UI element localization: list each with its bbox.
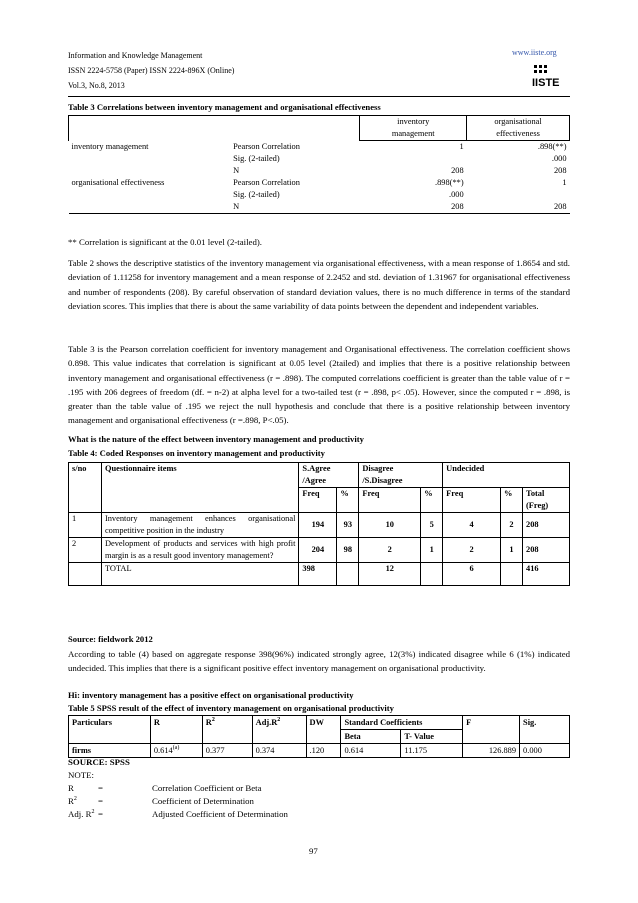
table-row: N 208 208 — [233, 166, 567, 175]
table-row: TOTAL 398 12 6 416 — [69, 563, 570, 586]
table-row: Particulars R $R^2$ $Adj.R^2$ DW Standard Coefficients F Sig. — [69, 716, 570, 730]
journal-volume: Vol.3, No.8, 2013 — [68, 81, 125, 90]
note-r2: $R^2$ = Coefficient of Determination — [68, 796, 254, 806]
table-row: inventory management Pearson Correlation 1 .898(**) — [71, 141, 567, 151]
table3-footnote: ** Correlation is significant at the 0.01 level (2-tailed). — [68, 237, 262, 247]
journal-header — [68, 48, 234, 93]
page-number: 97 — [309, 846, 318, 856]
table-row: Sig. (2-tailed) .000 — [233, 190, 464, 199]
note-adj-r2: Adj. $R^2$ = Adjusted Coefficient of Determination — [68, 809, 288, 819]
table-row: Freq % Freq % Freq % Total (Freg) — [69, 488, 570, 513]
correlation-table — [68, 115, 570, 214]
table3-caption: Table 3 Correlations between inventory management and organisational effectiveness — [68, 102, 381, 112]
table-row: inventory management organisational effectiveness — [69, 116, 570, 141]
table-row: organisational effectiveness Pearson Correlation .898(**) 1 — [71, 178, 567, 187]
paragraph-correlation: Table 3 is the Pearson correlation coefficient for inventory management and Organisational effectiveness. The correlation coefficient shows 0.898. This value indicates that correlation is significant at 0.05 level (2tailed) and implies that there is a positive relationship between inventory management and organisational effectiveness (r = .898). The computed correlations coefficient is greater than the table value of r = .195 with 206 degrees of freedom (df. = n-2) at alpha level for a two-tailed test (r = .898, p< .05). However, since the computed r = .898, is greater than the table value of .195 we reject the null hypothesis and conclude that there is a positive relationship between inventory management and organisational effectiveness (r =.898, P<.05). — [68, 344, 570, 426]
iiste-logo-icon — [532, 65, 564, 89]
journal-issn: ISSN 2224-5758 (Paper) ISSN 2224-896X (Online) — [68, 66, 235, 75]
t3-col1-header: inventory — [397, 117, 430, 126]
logo-text: IISTE — [532, 77, 560, 89]
note-label: NOTE: — [68, 770, 94, 780]
paragraph-descriptive: Table 2 shows the descriptive statistics of the inventory management via organisational effectiveness, with a mean response of 1.8654 and std. deviation of 1.11258 for inventory management and a mean response of 2.2452 and std. deviation of 1.31967 for organisational effectiveness and number of respondents (208). By careful observation of standard deviation values, there is no much difference in terms of the standard deviation scores. This implies that there is about the same variability of data points between the dependent and independent variables. — [68, 258, 570, 311]
table-row: N 208 208 — [69, 201, 570, 214]
table-row: Beta T- Value — [69, 730, 570, 744]
table-row: 2 Development of products and services with high profit margin is as a result good inventory management? 204 98 2 1 2 1 208 — [69, 538, 570, 563]
table-row: Sig. (2-tailed) .000 — [233, 154, 567, 163]
source-spss: SOURCE: SPSS — [68, 757, 130, 767]
header-rule — [68, 96, 570, 97]
table-row: s/no Questionnaire items S.Agree /Agree Disagree /S.Disagree Undecided — [69, 463, 570, 488]
note-r: R = Correlation Coefficient or Beta — [68, 783, 262, 793]
hypothesis-text: Hi: inventory management has a positive effect on organisational productivity — [68, 690, 354, 700]
table4-caption: Table 4: Coded Responses on inventory management and productivity — [68, 448, 325, 458]
journal-url-link[interactable]: www.iiste.org — [512, 48, 557, 57]
section-question: What is the nature of the effect between inventory management and productivity — [68, 434, 364, 444]
paragraph-responses: According to table (4) based on aggregate response 398(96%) indicated strongly agree, 12(3%) indicated disagree while 6 (1%) indicated undecided. This implies that there is a significant positive effect inventory management on organisational productivity. — [68, 649, 570, 674]
table5-caption: Table 5 SPSS result of the effect of inventory management on organisational productivity — [68, 703, 394, 713]
t3-col2-header: organisational — [494, 117, 542, 126]
journal-name: Information and Knowledge Management — [68, 51, 203, 60]
coded-responses-table — [68, 462, 570, 586]
table-row: 1 Inventory management enhances organisational competitive position in the industry 194 93 10 5 4 2 208 — [69, 513, 570, 538]
table-row: firms 0.614$^{(a)}$ 0.377 0.374 .120 0.614 11.175 126.889 0.000 — [69, 744, 570, 758]
source-fieldwork: Source: fieldwork 2012 — [68, 634, 153, 644]
regression-table — [68, 715, 570, 758]
